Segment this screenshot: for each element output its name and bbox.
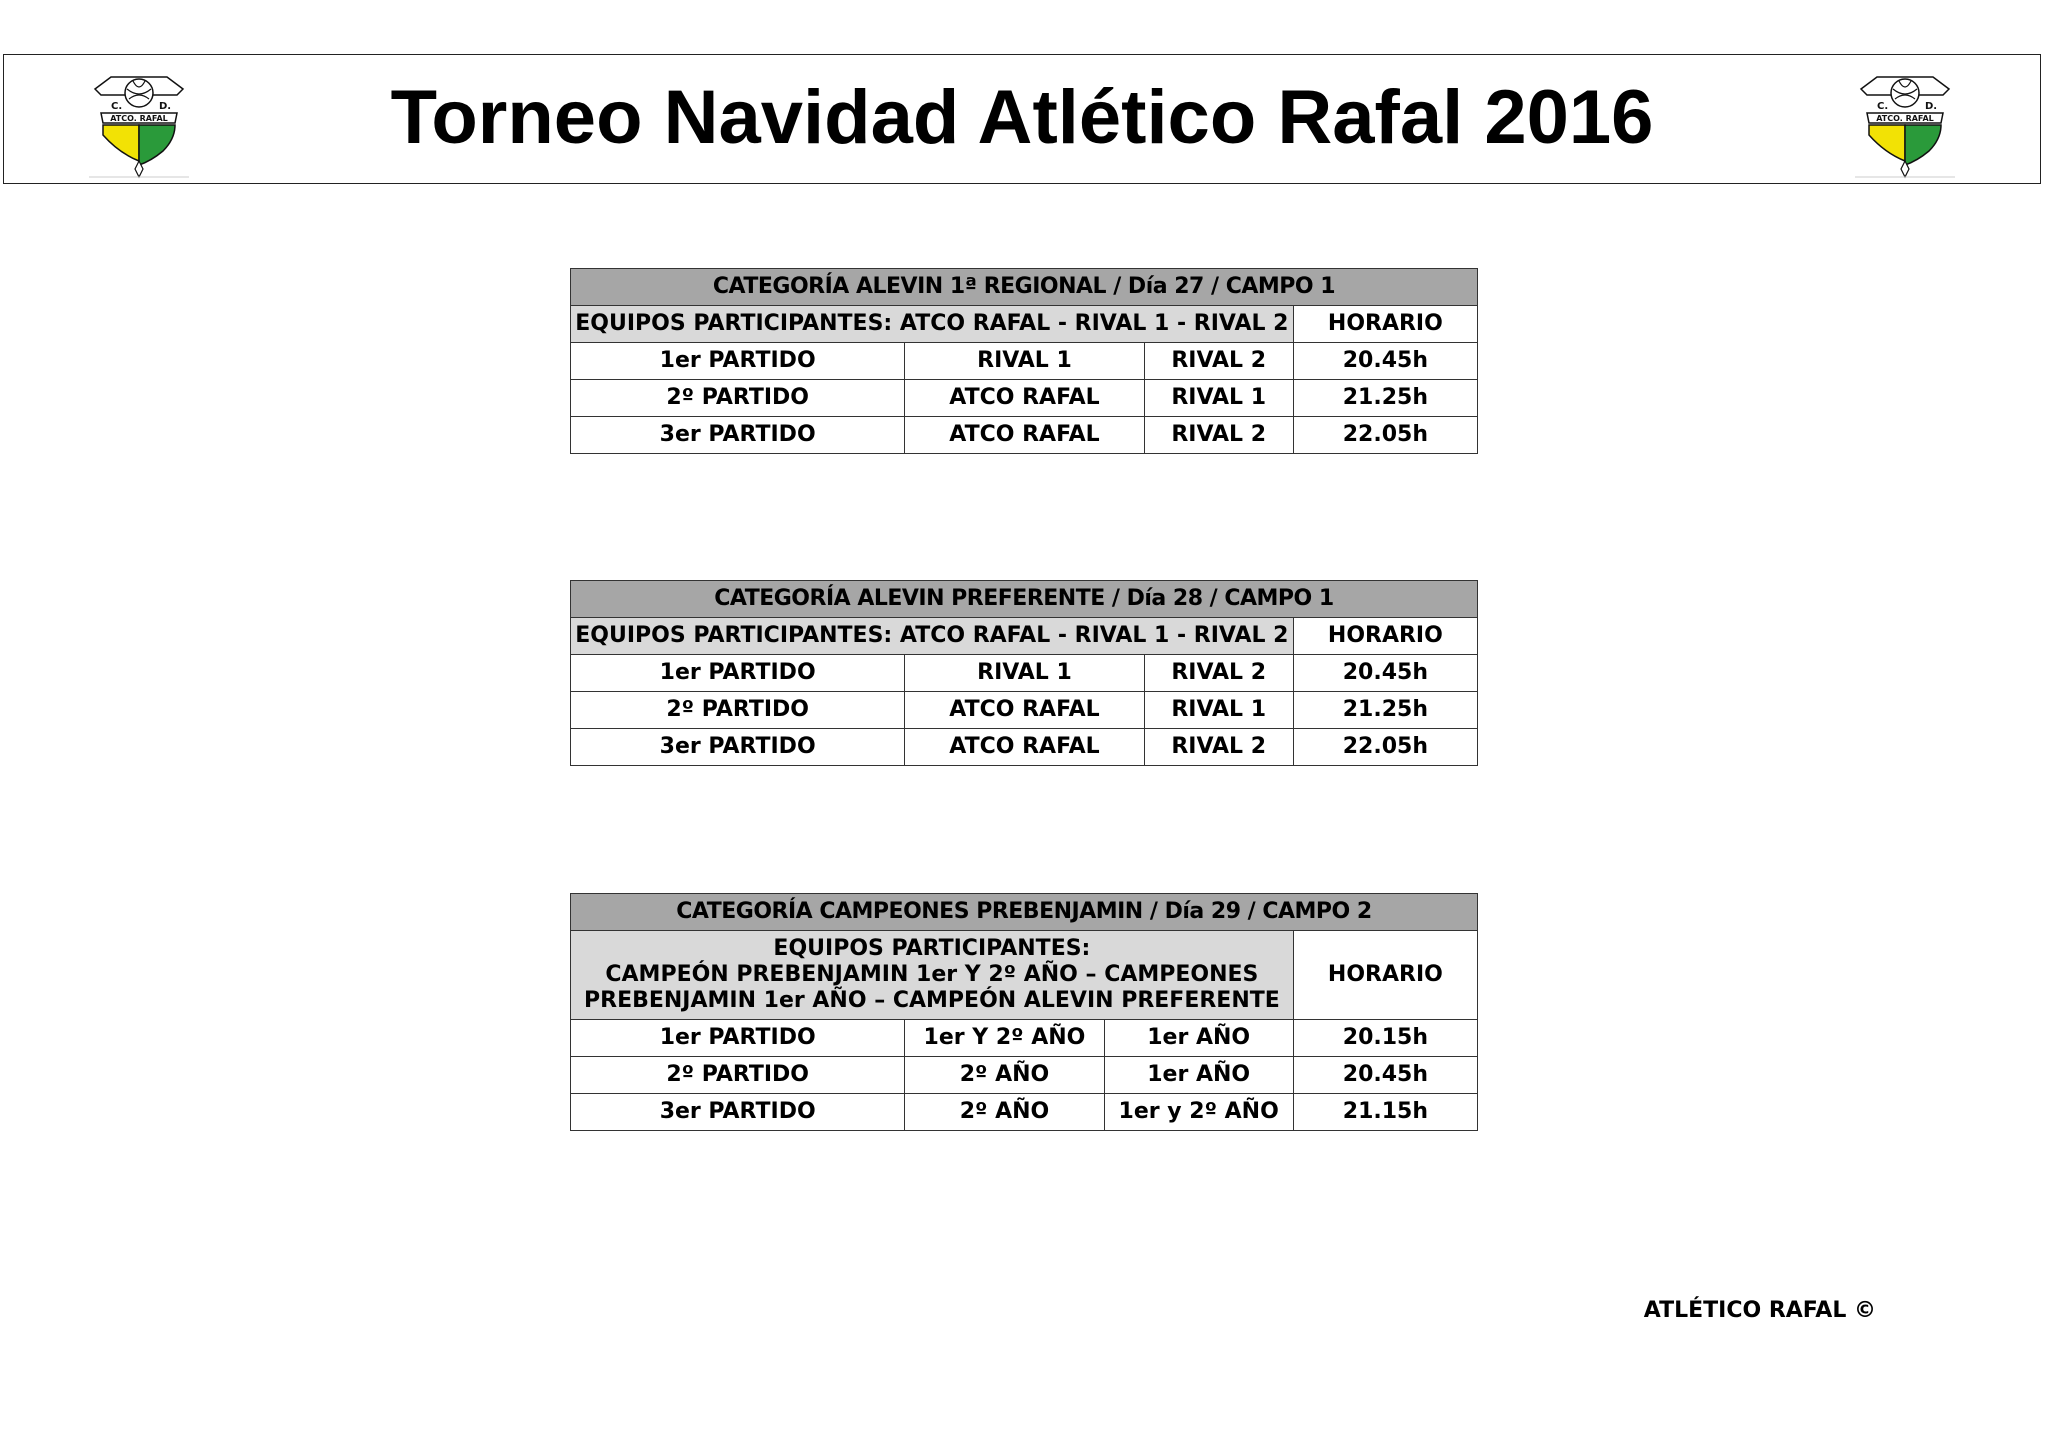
category-header-row [571,894,1478,931]
teams-header-line: PREBENJAMIN 1er AÑO – CAMPEÓN ALEVIN PREFERENTE [584,988,1280,1013]
match-label: 1er PARTIDO [571,343,905,380]
match-label: 3er PARTIDO [571,417,905,454]
team-a: ATCO RAFAL [905,729,1144,766]
horario-header: HORARIO [1293,306,1477,343]
team-b: RIVAL 1 [1144,380,1293,417]
copyright-footer: ATLÉTICO RAFAL © [1643,1298,1876,1323]
table-row [571,380,1478,417]
team-a: ATCO RAFAL [905,380,1144,417]
horario-header: HORARIO [1293,931,1477,1020]
match-label: 2º PARTIDO [571,380,905,417]
teams-header-line: EQUIPOS PARTICIPANTES: [773,936,1091,961]
table-row [571,655,1478,692]
page-header [3,54,2041,184]
match-time: 20.45h [1293,655,1477,692]
category-header-row [571,269,1478,306]
schedule-table-alevin-1a-regional [570,268,1478,454]
team-b: RIVAL 2 [1144,729,1293,766]
team-b: RIVAL 2 [1144,343,1293,380]
match-time: 21.15h [1293,1094,1477,1131]
team-a: RIVAL 1 [905,343,1144,380]
match-time: 21.25h [1293,692,1477,729]
team-a: 2º AÑO [905,1057,1104,1094]
svg-text:D.: D. [159,101,172,112]
schedule-table-campeones-prebenjamin [570,893,1478,1131]
teams-participating [571,931,1294,1020]
category-header-row [571,581,1478,618]
category-title: CATEGORÍA CAMPEONES PREBENJAMIN / Día 29 / CAMPO 2 [571,894,1478,931]
match-time: 20.45h [1293,343,1477,380]
table-row [571,417,1478,454]
team-b: 1er AÑO [1104,1020,1293,1057]
club-crest-logo [1855,69,1955,181]
svg-text:ATCO. RAFAL: ATCO. RAFAL [1876,114,1934,123]
match-time: 20.45h [1293,1057,1477,1094]
team-b: 1er AÑO [1104,1057,1293,1094]
horario-header: HORARIO [1293,618,1477,655]
svg-text:C.: C. [111,101,123,112]
teams-header-row [571,306,1478,343]
match-time: 22.05h [1293,417,1477,454]
category-title: CATEGORÍA ALEVIN PREFERENTE / Día 28 / CAMPO 1 [571,581,1478,618]
match-time: 20.15h [1293,1020,1477,1057]
team-b: RIVAL 1 [1144,692,1293,729]
match-label: 1er PARTIDO [571,655,905,692]
page-title: Torneo Navidad Atlético Rafal 2016 [390,75,1654,160]
table-row [571,729,1478,766]
svg-text:D.: D. [1925,101,1938,112]
teams-participating: EQUIPOS PARTICIPANTES: ATCO RAFAL - RIVAL 1 - RIVAL 2 [571,306,1294,343]
table-row [571,343,1478,380]
team-a: ATCO RAFAL [905,692,1144,729]
svg-text:C.: C. [1877,101,1889,112]
team-a: RIVAL 1 [905,655,1144,692]
teams-header-line: CAMPEÓN PREBENJAMIN 1er Y 2º AÑO – CAMPEONES [605,962,1259,987]
match-label: 1er PARTIDO [571,1020,905,1057]
team-a: 1er Y 2º AÑO [905,1020,1104,1057]
match-label: 3er PARTIDO [571,1094,905,1131]
match-label: 2º PARTIDO [571,692,905,729]
table-row [571,692,1478,729]
team-b: RIVAL 2 [1144,655,1293,692]
table-row [571,1057,1478,1094]
svg-text:ATCO. RAFAL: ATCO. RAFAL [110,114,168,123]
team-b: 1er y 2º AÑO [1104,1094,1293,1131]
match-time: 22.05h [1293,729,1477,766]
category-title: CATEGORÍA ALEVIN 1ª REGIONAL / Día 27 / CAMPO 1 [571,269,1478,306]
team-b: RIVAL 2 [1144,417,1293,454]
teams-header-row [571,931,1478,1020]
table-row [571,1094,1478,1131]
match-time: 21.25h [1293,380,1477,417]
match-label: 3er PARTIDO [571,729,905,766]
team-a: 2º AÑO [905,1094,1104,1131]
table-row [571,1020,1478,1057]
schedule-table-alevin-preferente [570,580,1478,766]
team-a: ATCO RAFAL [905,417,1144,454]
teams-participating: EQUIPOS PARTICIPANTES: ATCO RAFAL - RIVAL 1 - RIVAL 2 [571,618,1294,655]
match-label: 2º PARTIDO [571,1057,905,1094]
teams-header-row [571,618,1478,655]
